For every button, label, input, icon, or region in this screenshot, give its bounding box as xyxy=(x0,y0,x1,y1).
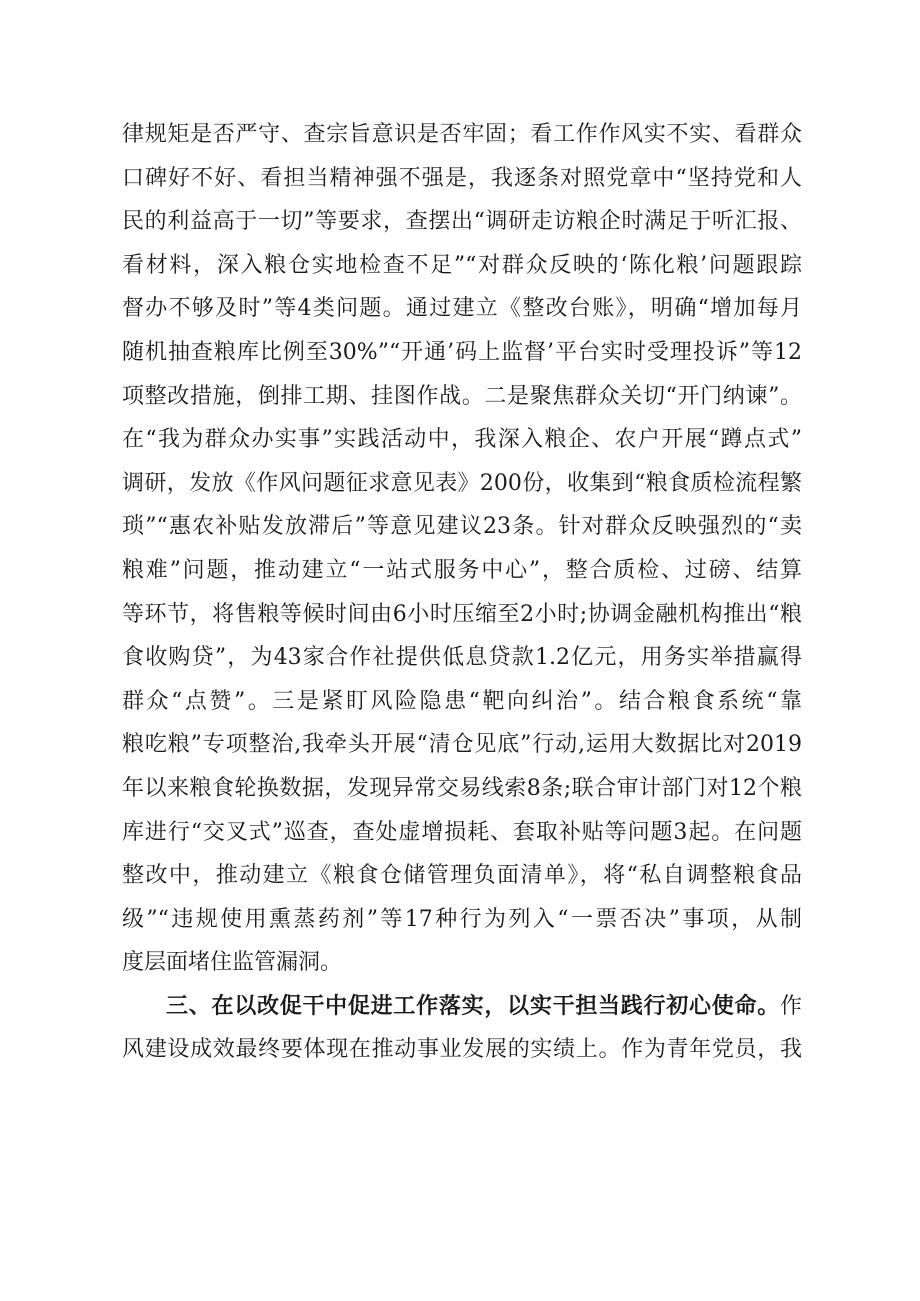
text-line: 年以来粮食轮换数据，发现异常交易线索8条;联合审计部门对12个粮 xyxy=(122,775,802,801)
text-line: 库进行“交叉式”巡查，查处虚增损耗、套取补贴等问题3起。在问题 xyxy=(122,819,802,845)
text-line: 在“我为群众办实事”实践活动中，我深入粮企、农户开展“蹲点式” xyxy=(122,427,802,453)
text-line: 琐”“惠农补贴发放滞后”等意见建议23条。针对群众反映强烈的“卖 xyxy=(122,514,803,540)
text-line: 整改中，推动建立《粮食仓储管理负面清单》，将“私自调整粮食品 xyxy=(122,863,802,889)
text-line: 度层面堵住监管漏洞。 xyxy=(122,950,343,976)
text-line: 律规矩是否严守、查宗旨意识是否牢固；看工作作风实不实、看群众 xyxy=(122,122,802,147)
text-line: 口碑好不好、看担当精神强不强是，我逐条对照党章中“坚持党和人 xyxy=(122,165,802,191)
text-line: 民的利益高于一切”等要求，查摆出“调研走访粮企时满足于听汇报、 xyxy=(122,209,802,235)
text-line: 粮难”问题，推动建立“一站式服务中心”，整合质检、过磅、结算 xyxy=(122,557,802,583)
text-line: 项整改措施，倒排工期、挂图作战。二是聚焦群众关切“开门纳谏”。 xyxy=(122,383,802,409)
text-line: 随机抽查粮库比例至30%”“开通’码上监督’平台实时受理投诉”等12 xyxy=(122,339,802,365)
text-line: 风建设成效最终要体现在推动事业发展的实绩上。作为青年党员，我 xyxy=(122,1037,802,1063)
text-line: 粮吃粮”专项整治,我牵头开展“清仓见底”行动,运用大数据比对2019 xyxy=(122,732,802,758)
text-line: 等环节，将售粮等候时间由6小时压缩至2小时;协调金融机构推出“粮 xyxy=(122,601,802,627)
section-heading: 三、在以改促干中促进工作落实，以实干担当践行初心使命。 xyxy=(166,992,780,1019)
text-line: 级”“违规使用熏蒸药剂”等17种行为列入“一票否决”事项，从制 xyxy=(122,906,802,932)
text-line: 看材料，深入粮仓实地检查不足”“对群众反映的‘陈化粮’问题跟踪 xyxy=(122,252,802,278)
text-line: 督办不够及时”等4类问题。通过建立《整改台账》，明确“增加每月 xyxy=(122,296,802,322)
heading-tail-text: 作 xyxy=(779,993,802,1019)
text-line: 调研，发放《作风问题征求意见表》200份，收集到“粮食质检流程繁 xyxy=(122,470,802,496)
text-line: 群众“点赞”。三是紧盯风险隐患“靶向纠治”。结合粮食系统“靠 xyxy=(122,688,802,714)
document-body xyxy=(122,113,802,1072)
section-heading-line xyxy=(122,985,802,1029)
text-line: 食收购贷”，为43家合作社提供低息贷款1.2亿元，用务实举措赢得 xyxy=(122,645,802,671)
